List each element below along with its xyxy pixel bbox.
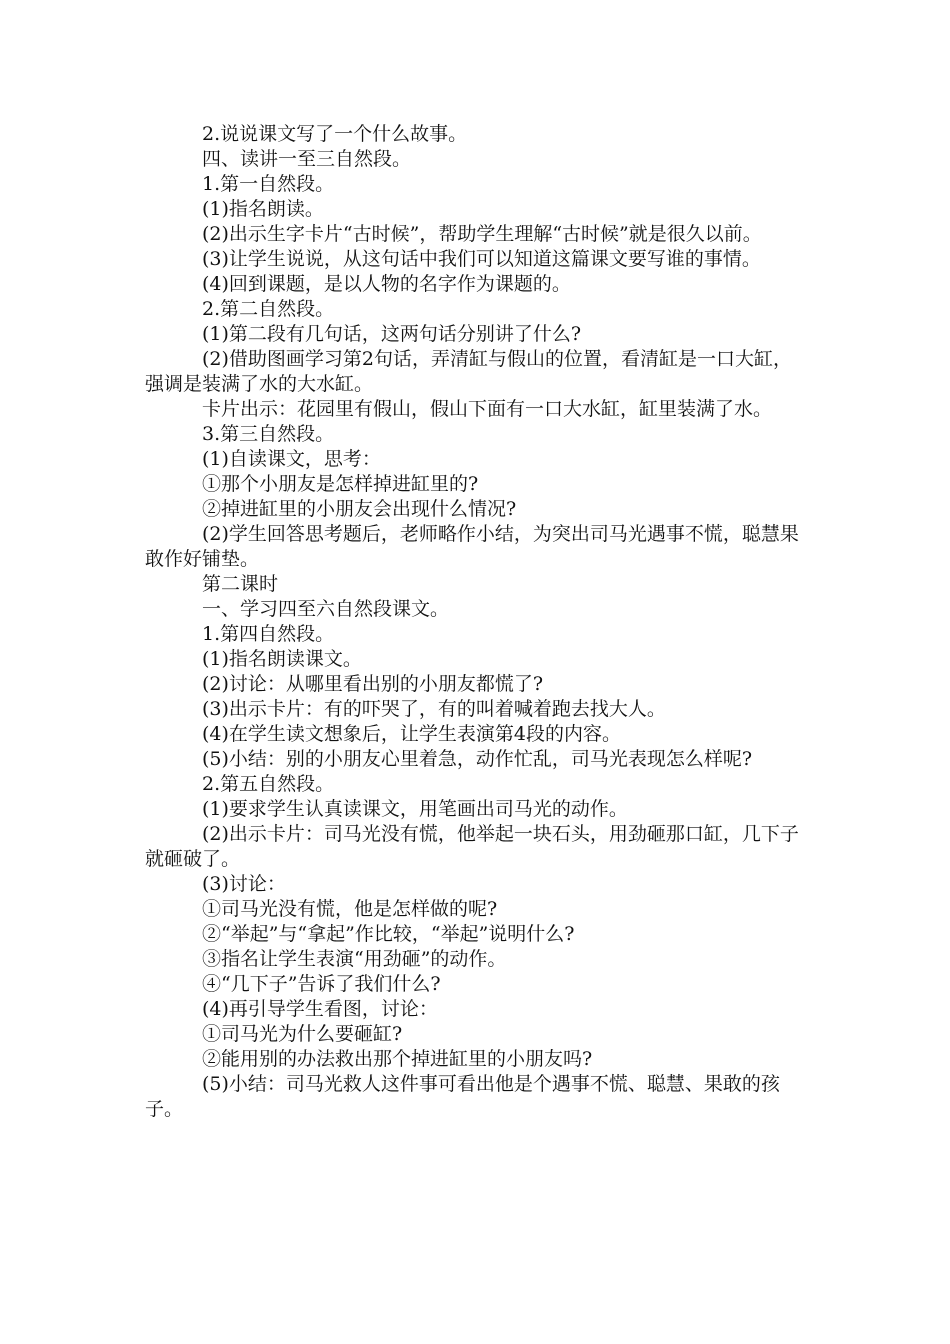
list-item: ④“几下子”告诉了我们什么?: [202, 973, 441, 995]
list-item: ③指名让学生表演“用劲砸”的动作。: [202, 948, 507, 970]
paragraph: (2)学生回答思考题后，老师略作小结，为突出司马光遇事不慌，聪慧果敢作好铺垫。: [145, 523, 799, 570]
paragraph: (5)小结：司马光救人这件事可看出他是个遇事不慌、聪慧、果敢的孩子。: [145, 1073, 780, 1120]
paragraph: 2.说说课文写了一个什么故事。: [202, 123, 468, 145]
section-heading: 一、学习四至六自然段课文。: [202, 598, 450, 620]
paragraph: (3)讨论：: [202, 873, 286, 895]
document-body: [145, 122, 807, 1122]
list-item: ①司马光为什么要砸缸?: [202, 1023, 403, 1045]
subsection-heading: 1.第四自然段。: [202, 623, 335, 645]
paragraph: (1)指名朗读。: [202, 198, 324, 220]
paragraph: (4)回到课题，是以人物的名字作为课题的。: [202, 273, 571, 295]
paragraph: (1)要求学生认真读课文，用笔画出司马光的动作。: [202, 798, 628, 820]
subsection-heading: 2.第二自然段。: [202, 298, 335, 320]
paragraph: (3)出示卡片：有的吓哭了，有的叫着喊着跑去找大人。: [202, 698, 666, 720]
list-item: ②掉进缸里的小朋友会出现什么情况?: [202, 498, 517, 520]
list-item: ①司马光没有慌，他是怎样做的呢?: [202, 898, 498, 920]
paragraph: (1)自读课文，思考：: [202, 448, 381, 470]
paragraph: (3)让学生说说，从这句话中我们可以知道这篇课文要写谁的事情。: [202, 248, 761, 270]
paragraph: (1)第二段有几句话，这两句话分别讲了什么?: [202, 323, 582, 345]
section-heading: 第二课时: [202, 573, 279, 595]
subsection-heading: 3.第三自然段。: [202, 423, 335, 445]
section-heading: 四、读讲一至三自然段。: [202, 148, 412, 170]
paragraph: 卡片出示：花园里有假山，假山下面有一口大水缸，缸里装满了水。: [202, 398, 773, 420]
list-item: ②能用别的办法救出那个掉进缸里的小朋友吗?: [202, 1048, 593, 1070]
subsection-heading: 1.第一自然段。: [202, 173, 335, 195]
paragraph: (2)出示卡片：司马光没有慌，他举起一块石头，用劲砸那口缸，几下子就砸破了。: [145, 823, 799, 870]
subsection-heading: 2.第五自然段。: [202, 773, 335, 795]
list-item: ②“举起”与“拿起”作比较，“举起”说明什么?: [202, 923, 575, 945]
paragraph: (4)再引导学生看图，讨论：: [202, 998, 438, 1020]
paragraph: (2)借助图画学习第2句话，弄清缸与假山的位置，看清缸是一口大缸，强调是装满了水的大水缸。: [145, 348, 793, 395]
paragraph: (2)讨论：从哪里看出别的小朋友都慌了?: [202, 673, 544, 695]
paragraph: (4)在学生读文想象后，让学生表演第4段的内容。: [202, 723, 622, 745]
list-item: ①那个小朋友是怎样掉进缸里的?: [202, 473, 479, 495]
paragraph: (1)指名朗读课文。: [202, 648, 362, 670]
paragraph: (5)小结：别的小朋友心里着急，动作忙乱，司马光表现怎么样呢?: [202, 748, 753, 770]
paragraph: (2)出示生字卡片“古时候”，帮助学生理解“古时候”就是很久以前。: [202, 223, 762, 245]
